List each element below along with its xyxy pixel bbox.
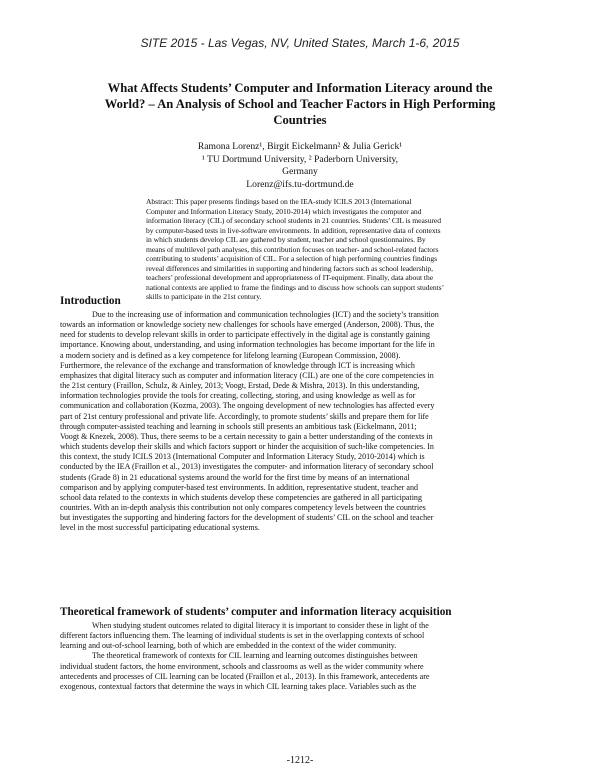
text-line: level in the most successful participating educational systems. <box>60 523 260 533</box>
abstract-line: national contexts are applied to frame the findings and to discuss how schools can support students’ <box>146 282 445 292</box>
text-line: need for students to develop relevant skills in order to participate effectively in the digital age is constantly gaining <box>60 330 430 340</box>
abstract-line: means of multilevel path analyses, this contribution focuses on teacher- and school-related factors <box>146 244 439 254</box>
text-line: countries. With an in-depth analysis this contribution not only compares competency levels between the countries <box>60 502 426 512</box>
text-line: Furthermore, the relevance of the exchange and transformation of knowledge through ICT is increasing which <box>60 360 415 370</box>
framework-body <box>60 621 545 692</box>
abstract-line: information literacy (CIL) of secondary school students in 21 countries. Students’ CIL is measured <box>146 216 441 226</box>
text-line: different factors influencing them. The learning of individual students is set in the overlapping contexts of school <box>60 631 425 641</box>
author-block <box>100 141 500 191</box>
text-line: a modern society and is defined as a key competence for lifelong learning (European Commission, 2008). <box>60 350 401 360</box>
author-email: Lorenz@ifs.tu-dortmund.de <box>246 178 354 190</box>
text-line: antecedents and processes of CIL learning can be located (Fraillon et al., 2013). In this framework, antecedents are <box>60 671 430 681</box>
text-line: conducted by the IEA (Fraillon et al., 2013) investigates the computer- and information literacy of secondary school <box>60 462 434 472</box>
text-line: exogenous, contextual factors that determine the ways in which CIL learning takes place. Variables such as the <box>60 681 417 691</box>
framework-heading: Theoretical framework of students’ computer and information literacy acquisition <box>60 606 452 618</box>
text-line: but investigates the supporting and hindering factors for the development of students’ CIL on the school and teacher <box>60 513 434 523</box>
introduction-body <box>60 310 545 533</box>
author-country: Germany <box>282 166 318 178</box>
page-number: -1212- <box>286 755 314 766</box>
abstract-line: reveal differences and similarities in supporting and hindering factors such as school leadership, <box>146 263 434 273</box>
abstract-line: teachers’ professional development and appropriateness of IT-equipment. Finally, data about the <box>146 273 434 283</box>
text-line: through computer-assisted teaching and learning in schools still presents an ambitious task (Eickelmann, 2011; <box>60 421 417 431</box>
text-line: importance. Knowing about, understanding, and using information technologies has become important for the life in <box>60 340 435 350</box>
abstract-line: contributing to students’ acquisition of CIL. For a selection of high performing countries findings <box>146 254 438 264</box>
text-line: comparison and by applying computer-based test environments. In addition, representative student, teacher and <box>60 482 419 492</box>
title-line: Countries <box>273 113 327 127</box>
title-line: What Affects Students’ Computer and Information Literacy around the <box>107 81 493 95</box>
author-affiliations: ¹ TU Dortmund University, ² Paderborn University, <box>201 153 399 165</box>
text-line: which students develop their skills and which factors support or hinder the acquisition of such-like competencies. In <box>60 442 434 452</box>
abstract <box>146 197 466 302</box>
title-line: World? – An Analysis of School and Teacher Factors in High Performing <box>104 97 496 111</box>
text-line: communication and collaboration (Kozma, 2003). The ongoing development of new technologies has affected every <box>60 401 435 411</box>
text-line: learning and out-of-school learning, both of which are embedded in the context of the wider community. <box>60 641 397 651</box>
text-line: Due to the increasing use of information and communication technologies (ICT) and the society’s transition <box>92 310 439 319</box>
text-line: When studying student outcomes related to digital literacy it is important to consider these in light of the <box>92 621 429 630</box>
text-line: emphasizes that digital literacy such as computer and information literacy (CIL) are one of the core competencies in <box>60 370 434 380</box>
paper-title <box>80 80 520 128</box>
text-line: part of 21st century professional and private life. Accordingly, to promote students’ skills and prepare them for life <box>60 411 429 421</box>
text-line: individual student factors, the home environment, schools and classrooms as well as the wider community where <box>60 661 424 671</box>
text-line: The theoretical framework of contexts for CIL learning and learning outcomes distinguishes between <box>92 651 418 661</box>
text-line: information technologies provide the tools for creating, collecting, storing, and using knowledge as well as for <box>60 391 416 401</box>
abstract-line: skills to participate in the 21st century. <box>146 292 262 302</box>
conference-header: SITE 2015 - Las Vegas, NV, United States, March 1-6, 2015 <box>140 36 460 50</box>
abstract-line: Abstract: This paper presents findings based on the IEA-study ICILS 2013 (International <box>146 197 412 206</box>
abstract-line: in which students develop CIL are gathered by student, teacher and school questionnaires. By <box>146 235 426 245</box>
text-line: towards an information or knowledge society new challenges for schools have emerged (Anderson, 2008). Thus, the <box>60 320 435 330</box>
author-names: Ramona Lorenz¹, Birgit Eickelmann² & Julia Gerick¹ <box>197 141 403 152</box>
text-line: the 21st century (Fraillon, Schulz, & Ainley, 2013; Voogt, Erstad, Dede & Mishra, 2013). In this understanding, <box>60 381 420 391</box>
introduction-heading: Introduction <box>60 295 121 307</box>
text-line: Voogt & Knezek, 2008). Thus, there seems to be a certain necessity to gain a better understanding of the contexts in <box>60 431 433 441</box>
abstract-line: by computer-based tests in live-software environments. In addition, representative data of contexts <box>146 225 441 235</box>
text-line: this context, the study ICILS 2013 (International Computer and Information Literacy Study, 2010-2014) which is <box>60 452 425 462</box>
text-line: students (Grade 8) in 21 educational systems around the world for the first time by means of an international <box>60 472 410 482</box>
text-line: school data related to the contexts in which students develop these competencies are gathered in all participating <box>60 492 422 502</box>
abstract-line: Computer and Information Literacy Study, 2010-2014) which investigates the computer and <box>146 206 422 216</box>
